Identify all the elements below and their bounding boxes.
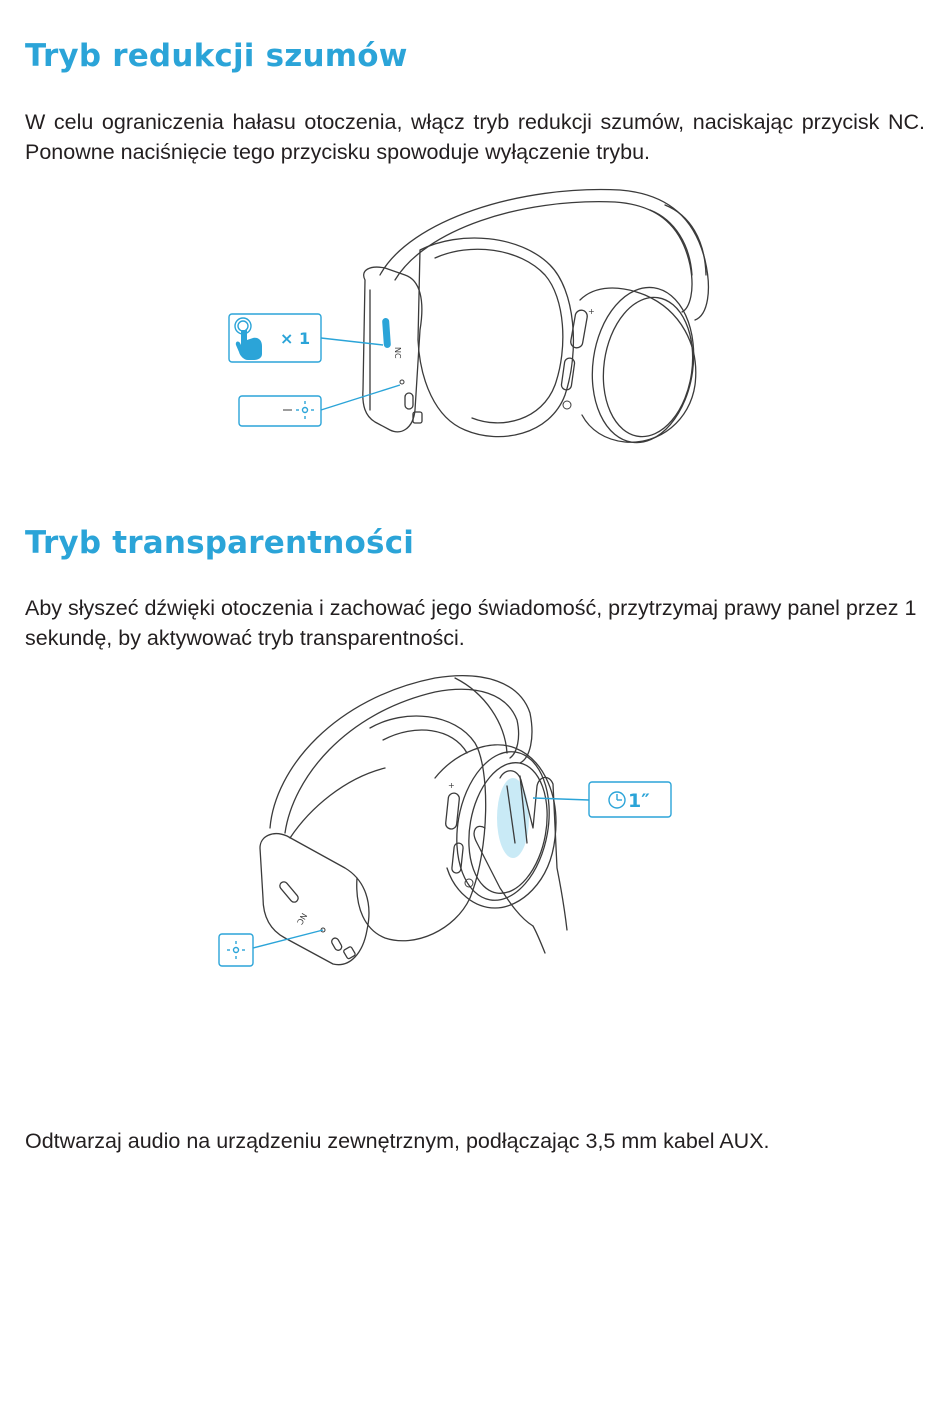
- callout-led-on: [219, 934, 253, 966]
- nc-label: NC: [294, 911, 309, 926]
- section-text-transparency: Aby słyszeć dźwięki otoczenia i zachować jego świadomość, przytrzymaj prawy panel przez 1 sekundę, by aktywować tryb transparentności.: [25, 596, 917, 650]
- led-blinking-icon: [227, 941, 245, 959]
- clock-icon: [609, 792, 625, 808]
- svg-text:+: +: [448, 781, 455, 790]
- section-heading-nc: Tryb redukcji szumów: [25, 38, 408, 74]
- headphones-illustration: [220, 180, 740, 460]
- section-heading-transparency: Tryb transparentności: [25, 525, 415, 561]
- section-text-aux: Odtwarzaj audio na urządzeniu zewnętrznym, podłączając 3,5 mm kabel AUX.: [25, 1129, 770, 1153]
- svg-text:+: +: [588, 307, 595, 316]
- tap-finger-icon: [235, 318, 262, 360]
- nc-label: NC: [393, 347, 402, 359]
- section-text-nc: W celu ograniczenia hałasu otoczenia, włącz tryb redukcji szumów, naciskając przycisk NC. Ponowne naciśnięcie tego przycisku spowoduje wyłączenie trybu.: [25, 110, 925, 164]
- hold-time: 1″: [628, 790, 650, 812]
- figure-nc-headphones: [220, 180, 740, 460]
- headphones-illustration: [215, 668, 685, 973]
- press-count: × 1: [280, 329, 311, 348]
- callout-led: [239, 396, 321, 426]
- figure-transparency-headphones: [215, 668, 685, 973]
- led-off-icon: [283, 401, 314, 419]
